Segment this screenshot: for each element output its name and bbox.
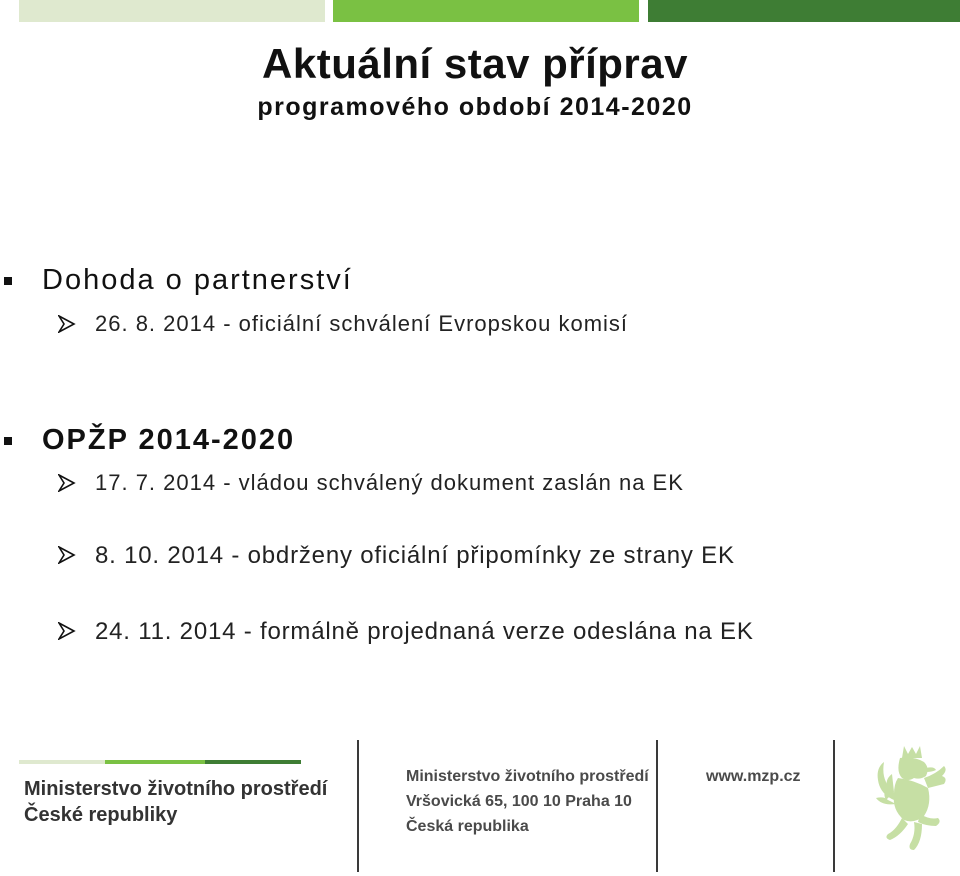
- top-bar-dark: [648, 0, 960, 22]
- arrowhead-bullet-icon: [58, 546, 76, 564]
- top-bar-light: [19, 0, 325, 22]
- list-item-text: 26. 8. 2014 - oficiální schválení Evropskou komisí: [95, 311, 629, 336]
- section-heading-text: OPŽP 2014-2020: [42, 424, 296, 456]
- slide-subtitle: programového období 2014-2020: [257, 93, 693, 121]
- arrowhead-bullet-icon: [58, 474, 76, 492]
- top-bar-mid: [333, 0, 639, 22]
- footer-address: [406, 764, 649, 839]
- ministry-country: České republiky: [24, 804, 178, 826]
- list-item-text: 17. 7. 2014 - vládou schválený dokument zaslán na EK: [95, 470, 684, 495]
- list-item-text: 24. 11. 2014 - formálně projednaná verze odeslána na EK: [95, 618, 754, 645]
- website-link[interactable]: www.mzp.cz: [706, 768, 801, 785]
- arrowhead-bullet-icon: [58, 315, 76, 333]
- square-bullet-icon: [4, 437, 12, 445]
- ministry-name: Ministerstvo životního prostředí: [24, 778, 328, 800]
- czech-lion-emblem-icon: [874, 744, 956, 852]
- square-bullet-icon: [4, 277, 12, 285]
- address-line: Ministerstvo životního prostředí: [406, 768, 649, 785]
- footer-divider: [357, 740, 359, 872]
- arrowhead-bullet-icon: [58, 622, 76, 640]
- list-item-text: 8. 10. 2014 - obdrženy oficiální připomínky ze strany EK: [95, 542, 735, 569]
- slide-title: Aktuální stav příprav: [262, 40, 688, 87]
- footer-bar-mid: [105, 760, 205, 764]
- footer-bar-light: [19, 760, 105, 764]
- footer-divider: [833, 740, 835, 872]
- section-heading-text: Dohoda o partnerství: [42, 264, 353, 296]
- footer-bar-dark: [205, 760, 301, 764]
- footer-divider: [656, 740, 658, 872]
- ministry-logo-text: [24, 776, 327, 828]
- address-line: Česká republika: [406, 818, 529, 835]
- address-line: Vršovická 65, 100 10 Praha 10: [406, 793, 632, 810]
